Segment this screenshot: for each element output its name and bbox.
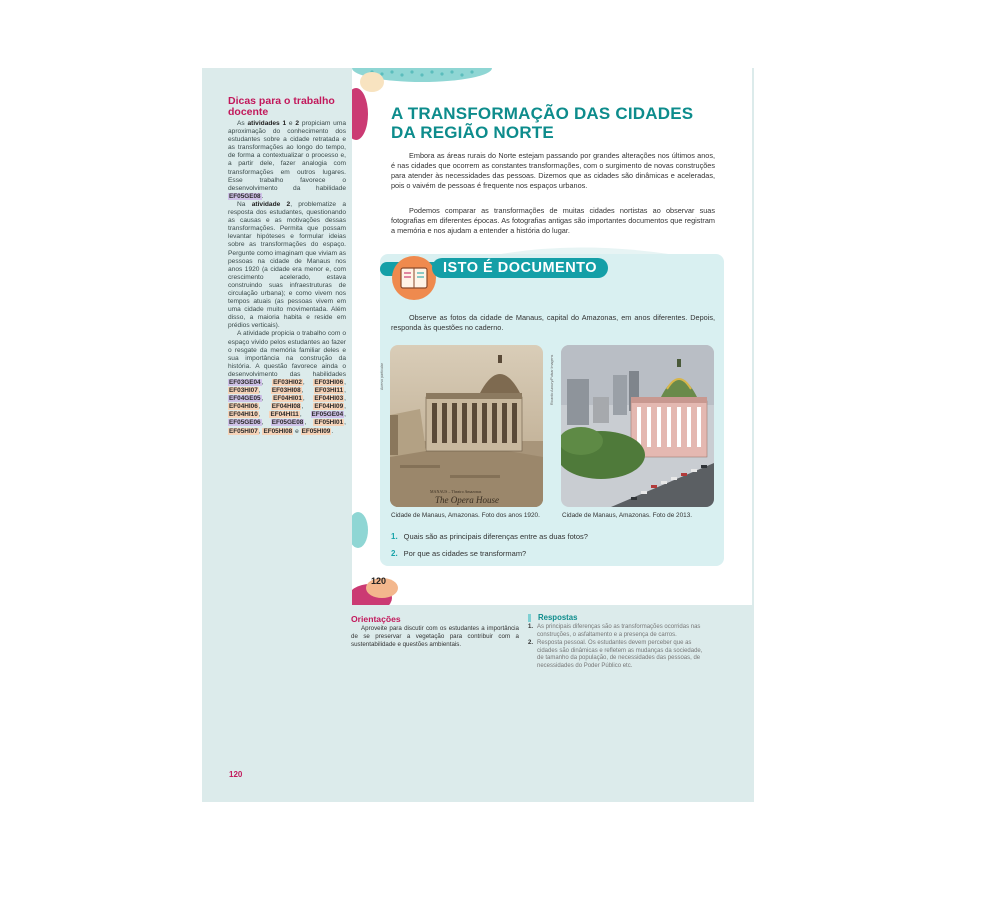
skill-code: EF05HI01 [314,419,344,427]
answers-section [528,614,703,671]
sidebar-paragraph-1: As atividades 1 e 2 propiciam uma aproximação do conhecimento dos estudantes sobre a cidade retratada e as transformações ao longo do tempo, de forma a contextualizar o processo e, a partir dele, fazer analogia com transformações em outros lugares. Esse trabalho favorece o desenvolvimento da habilidade EF05GE08. [228,120,346,200]
skill-code: EF05HI08 [263,427,293,435]
skill-code: EF03HI02 [273,379,302,386]
intro-paragraph-2: Podemos comparar as transformações de muitas cidades nortistas ao observar suas fotografias em diferentes épocas. As fotografias antigas são importantes documentos que registram a memória e nos ajudam a entender a história do lugar. [391,206,715,236]
skill-code: EF05GE06 [229,419,261,427]
document-book-icon [392,256,436,300]
photo-manaus-1920 [390,345,543,507]
skill-code: EF04HI09 [314,403,344,411]
orientations-text: Aproveite para discutir com os estudantes a importância de se preservar a vegetação para contribuir com a sustentabilidade e questões ambientais. [351,625,519,648]
question-2: 2. Por que as cidades se transformam? [391,549,527,558]
sidebar-page-number: 120 [229,770,243,779]
sidebar-paragraph-2: Na atividade 2, problematize a resposta dos estudantes, questionando as causas e as motivações dessas transformações. Permita que possam levantar hipóteses e formular ideias sobre as transformações do espaço. Pergunte como imaginam que viviam as pessoas na cidade de Manaus nos anos 1920 (a cidade era menor e, com crescimento acelerado, estava construindo suas infraestruturas de circulação urbana); e como vivem nos tempos atuais (as pessoas vivem em uma cidade muito movimentada. Além disso, a maioria habita e reside em prédios verticais). [228,200,346,330]
skill-code: EF05GE08 [271,419,304,427]
answer-1: 1. As principais diferenças são as transformações ocorridas nas construções, o asfaltamento e a presença de carros. [528,624,701,638]
orientations-title: Orientações [351,614,401,624]
skill-code: EF05HI07 [229,427,258,435]
photo-1-inscription-small: MANAUS – Theatro Amazonas [430,489,482,494]
skill-code: EF04HI03 [314,395,344,403]
skill-code: EF03HI07 [229,387,258,395]
skill-codes-list: EF03GE04, EF03HI02, EF03HI06, EF03HI07, EF03HI08, EF03HI11, EF04GE05, EF04HI01, EF04HI03, EF04HI06, EF04HI08, EF04HI09, EF04HI10, EF04HI11, EF05GE04, EF05GE06, EF05GE08, EF05HI01, EF05HI07, EF05HI08 e EF05HI09. [229,379,346,435]
skill-code: EF03HI08 [271,387,301,395]
photo-manaus-2013 [561,345,714,507]
skill-code: EF03HI06 [314,379,344,386]
photo-1-inscription: The Opera House [435,495,499,505]
answer-2: 2. Resposta pessoal. Os estudantes devem perceber que as cidades são dinâmicas e refletem as mudanças da sociedade, de tamanho da população, de necessidades das pessoas, de necessidades do Poder Público etc. [528,640,703,669]
skill-code: EF04HI10 [229,411,258,419]
intro-paragraph-1: Embora as áreas rurais do Norte estejam passando por grandes alterações nos últimos anos, é nas cidades que ocorrem as constantes transformações, com o surgimento de novas construções para atender às necessidades das pessoas. Dizemos que as cidades são dinâmicas e aceleradas, pois o vaivém de pessoas é frequente nos espaços urbanos. [391,151,715,191]
answers-title: Respostas [528,614,703,622]
skill-code: EF05GE04 [311,411,344,419]
section-banner: ISTO É DOCUMENTO [432,258,608,278]
photo-2-credit: Ricardo Azoury/Pulsar Imagens [550,354,554,405]
skill-code: EF04HI06 [229,403,258,411]
question-1: 1. Quais são as principais diferenças entre as duas fotos? [391,532,588,541]
skill-code: EF03HI11 [314,387,344,395]
skill-code: EF04HI08 [271,403,301,411]
skill-code: EF05GE08 [229,192,261,200]
orientations-section [351,614,519,649]
skill-code: EF05HI09 [301,427,331,435]
skill-code: EF04HI01 [273,395,302,403]
photo-1-caption: Cidade de Manaus, Amazonas. Foto dos anos 1920. [391,512,540,519]
skill-code: EF04GE05 [229,395,261,403]
photo-2-caption: Cidade de Manaus, Amazonas. Foto de 2013. [562,512,693,519]
sidebar-title: Dicas para o trabalho docente [228,95,335,118]
skill-code: EF04HI11 [270,411,299,419]
document-intro: Observe as fotos da cidade de Manaus, capital do Amazonas, em anos diferentes. Depois, responda às questões no caderno. [391,313,715,333]
sidebar-paragraph-3: A atividade propicia o trabalho com o espaço vivido pelos estudantes ao fazer o resgate da memória familiar deles e sua importância na construção da história. A questão favorece ainda o desenvolvimento das habilidades EF03GE04, EF03HI02, EF03HI06, EF03HI07, EF03HI08, EF03HI11, EF04GE05, EF04HI01, EF04HI03, EF04HI06, EF04HI08, EF04HI09, EF04HI10, EF04HI11, EF05GE04, EF05GE06, EF05GE08, EF05HI01, EF05HI07, EF05HI08 e EF05HI09. [228,330,346,435]
skill-code: EF03GE04 [229,379,261,386]
page-title: A TRANSFORMAÇÃO DAS CIDADES DA REGIÃO NORTE [391,104,694,142]
book-page-number: 120 [371,576,387,586]
photo-1-credit: Acervo particular [380,363,384,390]
teacher-tips-sidebar [228,96,346,436]
